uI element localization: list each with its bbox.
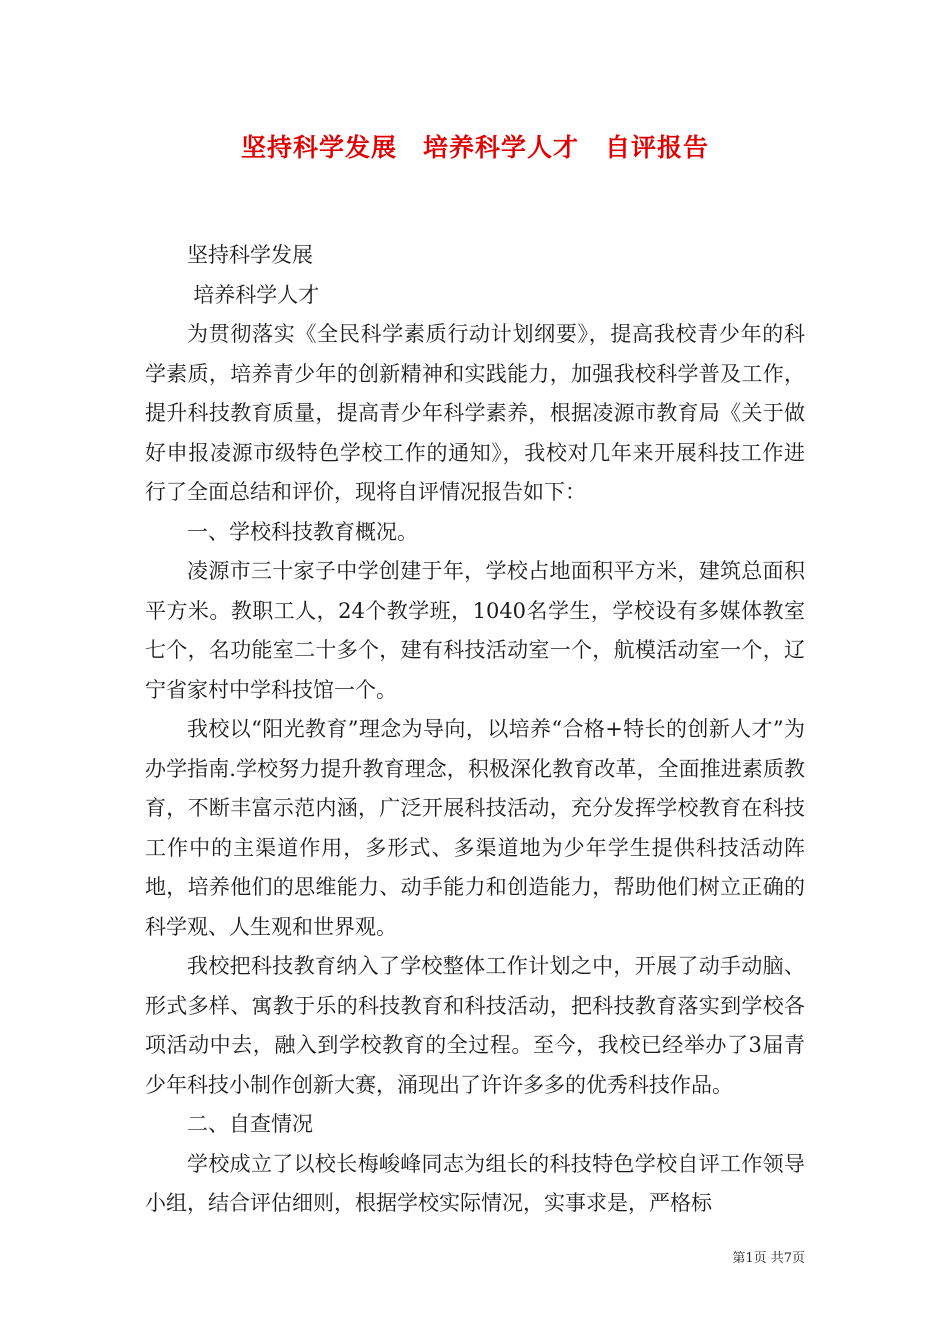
section-heading-2: 二、自查情况 <box>187 1112 313 1136</box>
paragraph-self-check: 学校成立了以校长梅峻峰同志为组长的科技特色学校自评工作领导小组，结合评估细则，根据学校实际情况，实事求是，严格标 <box>145 1151 805 1215</box>
paragraph-intro: 为贯彻落实《全民科学素质行动计划纲要》，提高我校青少年的科学素质，培养青少年的创新精神和实践能力，加强我校科学普及工作，提升科技教育质量，提高青少年科学素养，根据凌源市教育局《关于做好申报凌源市级特色学校工作的通知》，我校对几年来开展科技工作进行了全面总结和评价，现将自评情况报告如下： <box>145 322 805 504</box>
paragraph-education-philosophy: 我校以“阳光教育”理念为导向，以培养“合格+特长的创新人才”为办学指南.学校努力提升教育理念，积极深化教育改革，全面推进素质教育，不断丰富示范内涵，广泛开展科技活动，充分发挥学校教育在科技工作中的主渠道作用，多形式、多渠道地为少年学生提供科技活动阵地，培养他们的思维能力、动手能力和创造能力，帮助他们树立正确的科学观、人生观和世界观。 <box>145 717 805 939</box>
section-heading-1: 一、学校科技教育概况。 <box>187 519 418 544</box>
page-title: 坚持科学发展 培养科学人才 自评报告 <box>240 133 709 162</box>
paragraph-tech-activities: 我校把科技教育纳入了学校整体工作计划之中，开展了动手动脑、形式多样、寓教于乐的科技教育和科技活动，把科技教育落实到学校各项活动中去，融入到学校教育的全过程。至今，我校已经举办了3届青少年科技小制作创新大赛，涌现出了许许多多的优秀科技作品。 <box>145 954 805 1097</box>
subtitle-line-2: 培养科学人才 <box>193 282 320 307</box>
document-body <box>145 236 805 1224</box>
subtitle-line-1: 坚持科学发展 <box>187 243 313 267</box>
paragraph-school-overview: 凌源市三十家子中学创建于年，学校占地面积平方米，建筑总面积平方米。教职工人，24个教学班，1040名学生，学校设有多媒体教室七个，名功能室二十多个，建有科技活动室一个，航模活动室一个，辽宁省家村中学科技馆一个。 <box>145 559 805 702</box>
page-number: 第1页 共7页 <box>732 1251 805 1266</box>
